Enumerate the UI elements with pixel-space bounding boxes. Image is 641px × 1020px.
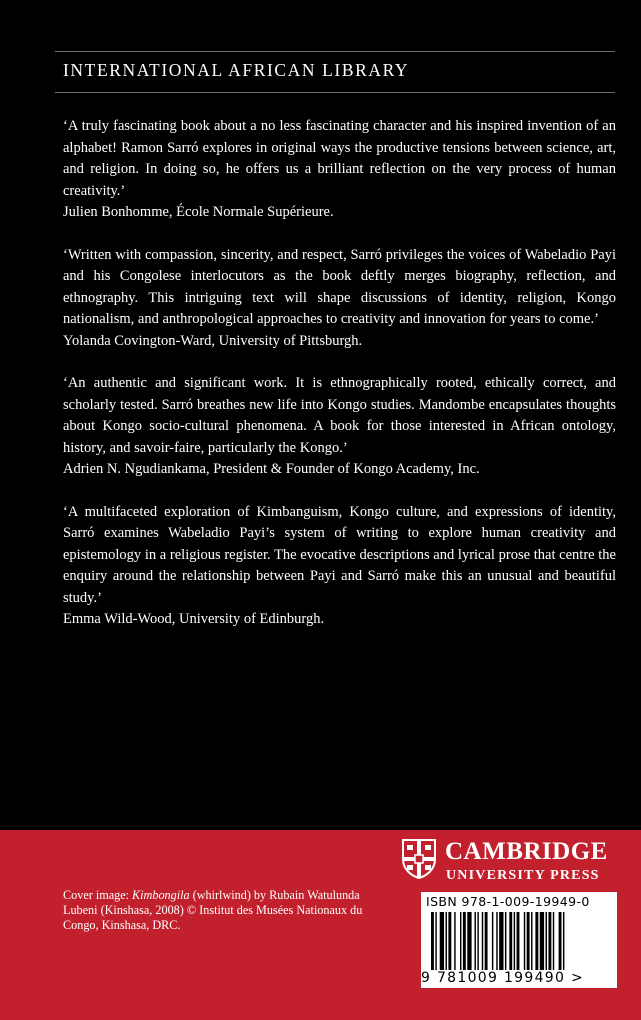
barcode-digits: 9 781009 199490 > bbox=[421, 970, 584, 986]
endorsement-attribution: Adrien N. Ngudiankama, President & Founder of Kongo Academy, Inc. bbox=[63, 461, 480, 477]
barcode-bar bbox=[524, 912, 525, 970]
series-title: INTERNATIONAL AFRICAN LIBRARY bbox=[63, 60, 410, 80]
series-rule bbox=[55, 92, 615, 93]
barcode-bar bbox=[559, 912, 562, 970]
top-rule bbox=[55, 51, 615, 52]
barcode-bar bbox=[431, 912, 434, 970]
barcode-bar bbox=[531, 912, 532, 970]
barcode-bar bbox=[446, 912, 447, 970]
barcode-bar bbox=[467, 912, 471, 970]
barcode-bar bbox=[509, 912, 512, 970]
barcode-bar bbox=[463, 912, 466, 970]
endorsement-quote: ‘An authentic and significant work. It is ethnographically rooted, ethically correct, and scholarly tested. Sarró breathes new life into Kongo studies. Mandombe encapsulates thoughts about Kongo socio-cultural phenomena. A book for those interested in African ontology, history, and savoir-faire, particularly the Kongo.’ bbox=[63, 375, 616, 456]
barcode-bar bbox=[514, 912, 515, 970]
barcode-bar bbox=[540, 912, 544, 970]
endorsement bbox=[63, 502, 616, 631]
publisher-subname: UNIVERSITY PRESS bbox=[446, 868, 600, 883]
barcode-bar bbox=[527, 912, 530, 970]
barcode-bar bbox=[482, 912, 483, 970]
endorsement-attribution: Yolanda Covington-Ward, University of Pittsburgh. bbox=[63, 332, 363, 349]
barcode-bar bbox=[548, 912, 551, 970]
barcode-bar bbox=[496, 912, 497, 970]
barcode-icon bbox=[431, 912, 607, 970]
barcode-bar bbox=[499, 912, 503, 970]
credit-details: (whirlwind) by Rubain Watulunda Lubeni (Kinshasa, 2008) © Institut des Musées Nationaux du Congo, Kinshasa, DRC. bbox=[63, 888, 363, 932]
barcode-bar bbox=[505, 912, 506, 970]
barcode-bar bbox=[448, 912, 451, 970]
publisher-logo bbox=[402, 836, 622, 888]
credit-prefix: Cover image: bbox=[63, 888, 133, 902]
cover-image-credit bbox=[63, 888, 363, 932]
endorsement bbox=[63, 245, 616, 353]
barcode-bar bbox=[535, 912, 538, 970]
publisher-name: CAMBRIDGE bbox=[445, 838, 608, 865]
barcode-bar bbox=[475, 912, 476, 970]
barcode-bar bbox=[492, 912, 493, 970]
barcode-bar bbox=[485, 912, 488, 970]
barcode-bar bbox=[477, 912, 478, 970]
barcode-bar bbox=[454, 912, 455, 970]
isbn-label: ISBN 978-1-009-19949-0 bbox=[426, 894, 590, 909]
barcode-bar bbox=[440, 912, 444, 970]
endorsement-attribution: Emma Wild-Wood, University of Edinburgh. bbox=[63, 611, 325, 627]
barcode-bar bbox=[517, 912, 520, 970]
endorsements bbox=[63, 116, 616, 652]
endorsement-quote: ‘Written with compassion, sincerity, and respect, Sarró privileges the voices of Wabeladio Payi and his Congolese interlocutors as the book deftly merges biography, reflection, and ethnography. This intriguing text will shape discussions of identity, religion, Kongo nationalism, and anthropological approaches to creativity and innovation for years to come.’ bbox=[63, 246, 616, 327]
cambridge-shield-icon bbox=[402, 839, 436, 879]
barcode-bar bbox=[553, 912, 554, 970]
endorsement-quote: ‘A multifaceted exploration of Kimbanguism, Kongo culture, and expressions of identity, Sarró examines Wabeladio Payi’s system of writing to explore human creativity and epistemology in a religious register. The evocative descriptions and lyrical prose that centre the enquiry around the relationship between Payi and Sarró make this an unusual and beautiful study.’ bbox=[63, 503, 616, 606]
barcode-bar bbox=[563, 912, 564, 970]
endorsement bbox=[63, 373, 616, 481]
endorsement bbox=[63, 116, 616, 224]
endorsement-attribution: Julien Bonhomme, École Normale Supérieure. bbox=[63, 204, 334, 220]
credit-artwork-title: Kimbongila bbox=[132, 888, 190, 902]
isbn-barcode bbox=[421, 892, 617, 988]
barcode-bar bbox=[435, 912, 436, 970]
endorsement-quote: ‘A truly fascinating book about a no less fascinating character and his inspired invention of an alphabet! Ramon Sarró explores in original ways the productive tensions between science, art, and religion. In doing so, he offers us a brilliant reflection on the very process of human creativity.’ bbox=[63, 118, 616, 199]
barcode-bar bbox=[546, 912, 547, 970]
barcode-bar bbox=[460, 912, 461, 970]
